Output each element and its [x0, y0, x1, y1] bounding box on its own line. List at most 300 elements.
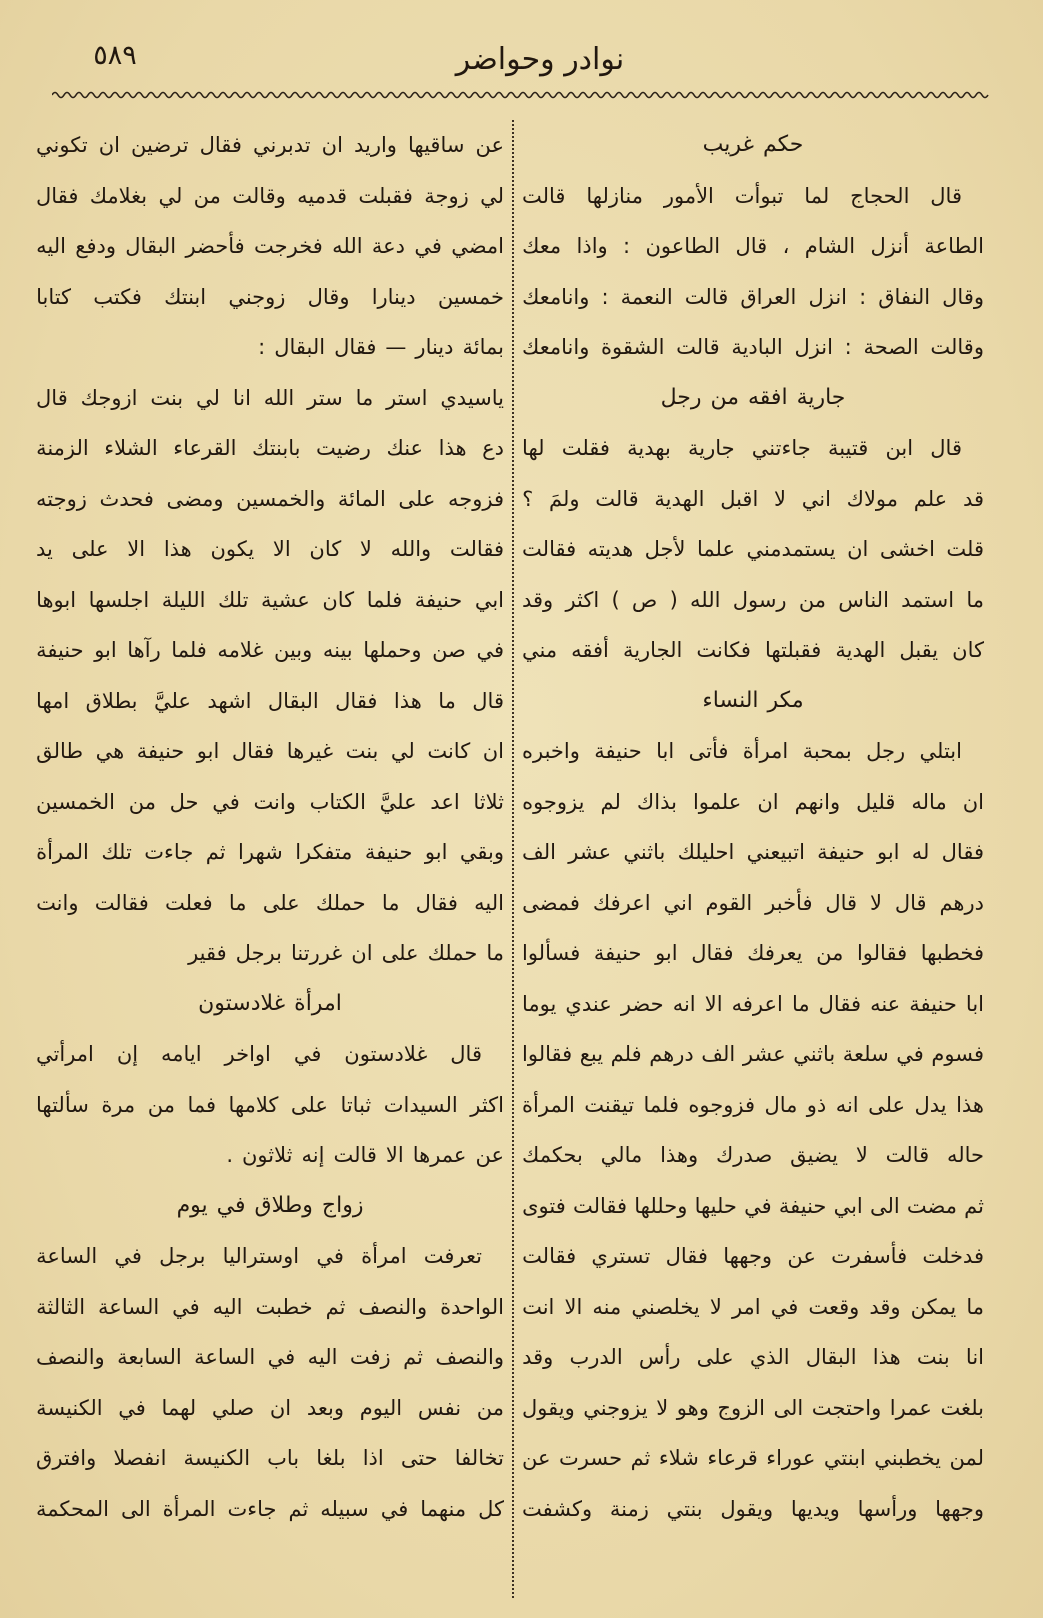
- word: اقبل: [720, 486, 759, 511]
- word: وافترق: [36, 1446, 97, 1470]
- word: سألتها: [36, 1092, 89, 1117]
- word: الا: [272, 537, 291, 561]
- word: في: [770, 1294, 799, 1319]
- word: علم: [913, 486, 948, 511]
- word: لا: [774, 486, 787, 511]
- word: برجل: [159, 1244, 206, 1268]
- word: انه: [835, 1092, 859, 1117]
- word: هديته: [587, 537, 634, 561]
- word: في: [216, 1192, 246, 1218]
- word: ان: [757, 789, 779, 814]
- word: طالق: [36, 739, 84, 763]
- word: اني: [801, 486, 831, 511]
- word: ويديها: [790, 1496, 840, 1521]
- word: متفكرا: [295, 840, 353, 864]
- wavy-divider: [52, 86, 992, 104]
- word: هي: [95, 739, 125, 763]
- word: ثم: [630, 1446, 651, 1470]
- word: الشقوة: [601, 335, 665, 359]
- text-line: [36, 1383, 504, 1434]
- text-line: [36, 1029, 504, 1080]
- word: حنيفة: [414, 587, 463, 612]
- text-line: [522, 171, 984, 222]
- word: رجل: [660, 384, 702, 410]
- word: مالي: [600, 1143, 643, 1167]
- word: دع: [482, 436, 504, 460]
- word: صدرك: [715, 1143, 773, 1167]
- word: ترضين: [131, 133, 189, 157]
- word: عن: [522, 1446, 551, 1470]
- section-heading: [522, 373, 984, 424]
- word: الا: [385, 1143, 404, 1167]
- word: ثباتا: [340, 1092, 372, 1117]
- word: فمضى: [522, 890, 580, 915]
- word: فقبلت: [358, 183, 413, 208]
- text-line: [522, 777, 984, 828]
- text-line: [36, 171, 504, 222]
- word: ثم: [288, 1496, 309, 1521]
- word: رآها: [127, 638, 161, 662]
- word: من: [816, 941, 844, 965]
- text-line: [522, 221, 984, 272]
- word: لأجل: [644, 537, 686, 561]
- word: الواحدة: [440, 1294, 504, 1319]
- word: عمرا: [889, 1395, 932, 1420]
- word: غلامه: [217, 638, 264, 662]
- text-line: [522, 625, 984, 676]
- text-line: [522, 1181, 984, 1232]
- word: وكشفت: [522, 1496, 593, 1521]
- word: الا: [564, 1294, 583, 1319]
- running-title: نوادر وحواضر: [455, 42, 625, 77]
- word: والنصف: [435, 1345, 504, 1369]
- word: الا: [127, 537, 146, 561]
- word: وانامعك: [522, 284, 590, 309]
- word: فقالوا: [522, 1042, 573, 1066]
- word: لم: [600, 789, 621, 814]
- text-line: [36, 928, 504, 979]
- word: قالت: [684, 284, 729, 309]
- word: انا: [232, 385, 251, 410]
- word: تعرفت: [423, 1244, 482, 1268]
- section-heading: [36, 979, 504, 1030]
- word: حنيفة: [594, 739, 642, 763]
- word: وبين: [273, 638, 313, 662]
- text-line: [522, 1484, 984, 1535]
- text-line: [36, 474, 504, 525]
- word: يزوجني: [583, 1395, 648, 1420]
- word: مضت: [906, 1193, 957, 1218]
- word: على: [290, 1092, 328, 1117]
- word: قال: [472, 688, 504, 713]
- word: الصحة: [863, 335, 919, 359]
- word: الطاعة: [924, 234, 984, 258]
- word: عشية: [260, 587, 310, 612]
- word: قال: [735, 234, 768, 258]
- word: ابي: [474, 587, 504, 612]
- word: فتوى: [522, 1193, 566, 1218]
- word: حنيفة: [909, 991, 957, 1016]
- word: فما: [187, 1092, 217, 1117]
- word: وقال: [942, 284, 984, 309]
- word: ابن: [885, 436, 914, 460]
- word: امر: [731, 1294, 761, 1319]
- word: لي: [196, 385, 220, 410]
- word: المرأة: [36, 840, 89, 864]
- word: اني: [663, 890, 693, 915]
- word: عن: [475, 133, 504, 157]
- text-line: [522, 575, 984, 626]
- word: تبوأت: [734, 183, 784, 208]
- word: كل: [478, 1496, 504, 1521]
- word: لا: [709, 1294, 722, 1319]
- text-line: [522, 423, 984, 474]
- word: في: [380, 1496, 409, 1521]
- word: ثم: [964, 1193, 984, 1218]
- word: علما: [696, 537, 735, 561]
- word: الطاعون: [645, 234, 721, 258]
- word: يقبل: [899, 638, 939, 662]
- word: في: [293, 1042, 322, 1066]
- word: افقه: [748, 384, 788, 410]
- word: اعرفه: [731, 991, 783, 1016]
- word: العراق: [740, 284, 797, 309]
- word: وقالت: [232, 183, 286, 208]
- word: ان: [962, 789, 984, 814]
- word: نفس: [417, 1395, 462, 1420]
- word: فسألوا: [522, 941, 581, 965]
- word: ابي: [833, 1193, 863, 1218]
- word: ،: [782, 234, 790, 258]
- text-line: [36, 1332, 504, 1383]
- word: يدل: [914, 1092, 947, 1117]
- word: فكانت: [696, 638, 751, 662]
- word: ذو: [806, 1092, 827, 1117]
- word: عوراء: [766, 1446, 816, 1470]
- text-line: [36, 373, 504, 424]
- text-line: [522, 726, 984, 777]
- word: فقال: [665, 1244, 708, 1268]
- word: فقلت: [561, 436, 610, 460]
- word: زمنة: [609, 1496, 649, 1521]
- word: حاله: [946, 1143, 984, 1167]
- word: الخمسين: [36, 789, 116, 814]
- word: زوجني: [228, 284, 286, 309]
- word: فقال: [335, 688, 378, 713]
- word: وطلاق: [254, 1192, 313, 1218]
- word: ابنتي: [823, 1446, 866, 1470]
- word: ساقيها: [407, 133, 465, 157]
- word: وبعد: [306, 1395, 344, 1420]
- word: البقال: [125, 234, 177, 258]
- word: واذا: [576, 234, 608, 258]
- text-line: [36, 120, 504, 171]
- word: في: [316, 1244, 344, 1268]
- word: انه: [672, 991, 696, 1016]
- word: فقال: [941, 840, 984, 864]
- word: عشر: [568, 840, 612, 864]
- word: لي: [158, 183, 183, 208]
- word: :: [844, 335, 852, 359]
- word: المرأة: [162, 1496, 216, 1521]
- text-line: [36, 676, 504, 727]
- text-line: [36, 1080, 504, 1131]
- word: لا: [855, 1143, 868, 1167]
- word: يعرفك: [747, 941, 803, 965]
- word: امرأة: [742, 739, 789, 763]
- word: اتبيعني: [746, 840, 805, 864]
- word: فحدث: [99, 486, 154, 511]
- word: فقالت: [572, 1193, 628, 1218]
- word: ان: [321, 133, 343, 157]
- word: ياسيدي: [440, 385, 504, 410]
- word: :: [601, 284, 609, 309]
- word: ابا: [656, 739, 675, 763]
- word: ومضى: [166, 486, 224, 511]
- word: كان: [309, 537, 342, 561]
- word: يوما: [522, 991, 557, 1016]
- word: ابو: [94, 638, 117, 662]
- word: اكثر: [470, 1092, 504, 1117]
- word: فأسفرت: [831, 1244, 908, 1268]
- word: هذا: [872, 1345, 901, 1369]
- text-line: [522, 827, 984, 878]
- word: حملك: [427, 941, 478, 965]
- word: قالت: [676, 335, 720, 359]
- word: اليه: [307, 1345, 338, 1369]
- word: هذا: [956, 1092, 984, 1117]
- word: الزوج: [717, 1395, 765, 1420]
- word: ويقول: [522, 1395, 575, 1420]
- word: بينه: [322, 638, 353, 662]
- word: وهو: [676, 1395, 709, 1420]
- word: ثلاثون: [242, 1143, 293, 1167]
- word: ايامه: [161, 1042, 202, 1066]
- text-line: [522, 322, 984, 373]
- word: لهما: [161, 1395, 197, 1420]
- text-line: [36, 322, 504, 373]
- word: قالت: [885, 1143, 930, 1167]
- word: زفت: [349, 1345, 391, 1369]
- word: قتيبة: [827, 436, 869, 460]
- word: فقالت: [449, 537, 504, 561]
- text-line: [522, 1383, 984, 1434]
- word: جارية: [796, 384, 846, 410]
- word: فلما: [643, 1092, 679, 1117]
- word: حنيفة: [817, 840, 865, 864]
- word: حتى: [400, 1446, 438, 1470]
- word: لا: [359, 537, 372, 561]
- text-line: [522, 1130, 984, 1181]
- word: ان: [269, 1395, 292, 1420]
- word: وبقي: [459, 840, 504, 864]
- word: بنتي: [666, 1496, 703, 1521]
- word: ابوها: [36, 587, 77, 612]
- word: وحللها: [634, 1193, 688, 1218]
- word: واحتجت: [811, 1395, 882, 1420]
- word: وانت: [253, 789, 296, 814]
- word: تيقنت: [584, 1092, 635, 1117]
- word: لما: [804, 183, 830, 208]
- word: ان: [482, 739, 504, 763]
- text-line: [522, 1231, 984, 1282]
- word: المائة: [337, 486, 386, 511]
- word: الله: [690, 587, 721, 612]
- text-line: [522, 474, 984, 525]
- word: ماله: [911, 789, 947, 814]
- word: بنت: [345, 739, 379, 763]
- word: ما: [791, 991, 810, 1016]
- word: اعرفك: [592, 890, 651, 915]
- word: الله: [332, 234, 363, 258]
- word: الله: [263, 385, 295, 410]
- word: ما: [228, 890, 247, 915]
- word: قرعاء: [707, 1446, 758, 1470]
- word: السابعة: [117, 1345, 182, 1369]
- word: فقال: [334, 335, 377, 359]
- word: الشلاء: [104, 436, 158, 460]
- word: غلادستون: [344, 1042, 428, 1066]
- word: مال: [764, 1092, 798, 1117]
- word: عليَّ: [379, 789, 417, 814]
- word: عن: [475, 1143, 504, 1167]
- word: كانت: [427, 739, 471, 763]
- word: قليل: [856, 789, 896, 814]
- word: فأخبر: [765, 890, 813, 915]
- word: في: [267, 1345, 296, 1369]
- word: هذا: [163, 537, 192, 561]
- word: قال: [825, 890, 858, 915]
- word: حنيفة: [364, 840, 413, 864]
- word: على: [262, 890, 300, 915]
- word: في: [114, 1244, 142, 1268]
- word: ثم: [325, 1294, 346, 1319]
- word: منه: [592, 1294, 622, 1319]
- word: بنت: [150, 385, 184, 410]
- word: الكنيسة: [183, 1446, 251, 1470]
- word: فدخلت: [922, 1244, 984, 1268]
- word: من: [710, 384, 739, 410]
- word: دينار: [415, 335, 454, 359]
- word: بلغا: [316, 1446, 346, 1470]
- section-heading: [522, 120, 984, 171]
- word: باثني: [793, 1042, 836, 1066]
- word: وقد: [869, 1294, 901, 1319]
- word: ثم: [403, 1345, 423, 1369]
- word: فقال: [415, 890, 458, 915]
- word: قد: [962, 486, 984, 511]
- word: فأحضر: [185, 234, 245, 258]
- word: فلما: [366, 587, 403, 612]
- word: والله: [390, 537, 432, 561]
- word: حكم: [763, 132, 804, 157]
- word: حسرت: [559, 1446, 623, 1470]
- section-heading: [36, 1181, 504, 1232]
- word: الساعة: [98, 1294, 160, 1319]
- word: بهدية: [627, 436, 671, 460]
- word: لها: [522, 436, 545, 460]
- word: اذا: [362, 1446, 384, 1470]
- word: يضيق: [790, 1143, 839, 1167]
- word: الدرب: [569, 1345, 623, 1369]
- word: ما: [381, 890, 400, 915]
- word: ما: [355, 385, 374, 410]
- text-line: [36, 1130, 504, 1181]
- word: رسول: [732, 587, 787, 612]
- word: البقال: [805, 1345, 857, 1369]
- word: يستمدمني: [746, 537, 836, 561]
- word: الى: [773, 1395, 804, 1420]
- text-line: [36, 221, 504, 272]
- word: عندي: [565, 991, 612, 1016]
- word: انت: [522, 1294, 555, 1319]
- word: مني: [522, 638, 558, 662]
- word: غلادستون: [198, 990, 286, 1016]
- word: اليوم: [359, 1395, 403, 1420]
- word: تستري: [591, 1244, 651, 1268]
- word: الزمنة: [36, 436, 89, 460]
- word: سبيله: [320, 1496, 369, 1521]
- word: زوجة: [424, 183, 469, 208]
- text-line: [36, 423, 504, 474]
- word: انفصلا: [113, 1446, 167, 1470]
- word: حنيفة: [136, 739, 185, 763]
- word: قدميه: [297, 183, 348, 208]
- word: والخمسين: [236, 486, 326, 511]
- word: فقبلتها: [764, 638, 822, 662]
- word: بنت: [916, 1345, 950, 1369]
- word: وجهها: [935, 1496, 984, 1521]
- word: بذاك: [636, 789, 677, 814]
- word: اواخر: [224, 1042, 271, 1066]
- word: زوجته: [36, 486, 87, 511]
- word: ابو: [424, 840, 448, 864]
- word: من: [147, 1092, 175, 1117]
- word: حليها: [694, 1193, 737, 1218]
- word: من: [476, 1395, 504, 1420]
- word: حملك: [315, 890, 366, 915]
- word: كتابا: [36, 284, 72, 309]
- text-line: [36, 726, 504, 777]
- word: معك: [522, 234, 562, 258]
- word: تخالفا: [454, 1446, 504, 1470]
- word: رأس: [638, 1345, 681, 1369]
- word: فقير: [188, 941, 227, 965]
- text-line: [522, 1282, 984, 1333]
- word: النفاق: [878, 284, 931, 309]
- word: استر: [386, 385, 428, 410]
- word: ابا: [965, 991, 984, 1016]
- word: استمد: [901, 587, 955, 612]
- text-line: [36, 827, 504, 878]
- column-separator: [512, 120, 514, 1598]
- word: ابنتك: [164, 284, 207, 309]
- text-line: [522, 979, 984, 1030]
- word: وانت: [36, 890, 79, 915]
- word: وحملها: [363, 638, 422, 662]
- word: إنه: [301, 1143, 325, 1167]
- word: النعمة: [620, 284, 673, 309]
- text-line: [36, 878, 504, 929]
- word: تدبرني: [252, 133, 311, 157]
- word: انا: [965, 1345, 984, 1369]
- word: أفقه: [571, 638, 609, 662]
- text-line: [522, 1433, 984, 1484]
- word: يكون: [210, 537, 255, 561]
- word: على: [71, 537, 109, 561]
- word: الساعة: [194, 1345, 256, 1369]
- word: هذا: [438, 436, 467, 460]
